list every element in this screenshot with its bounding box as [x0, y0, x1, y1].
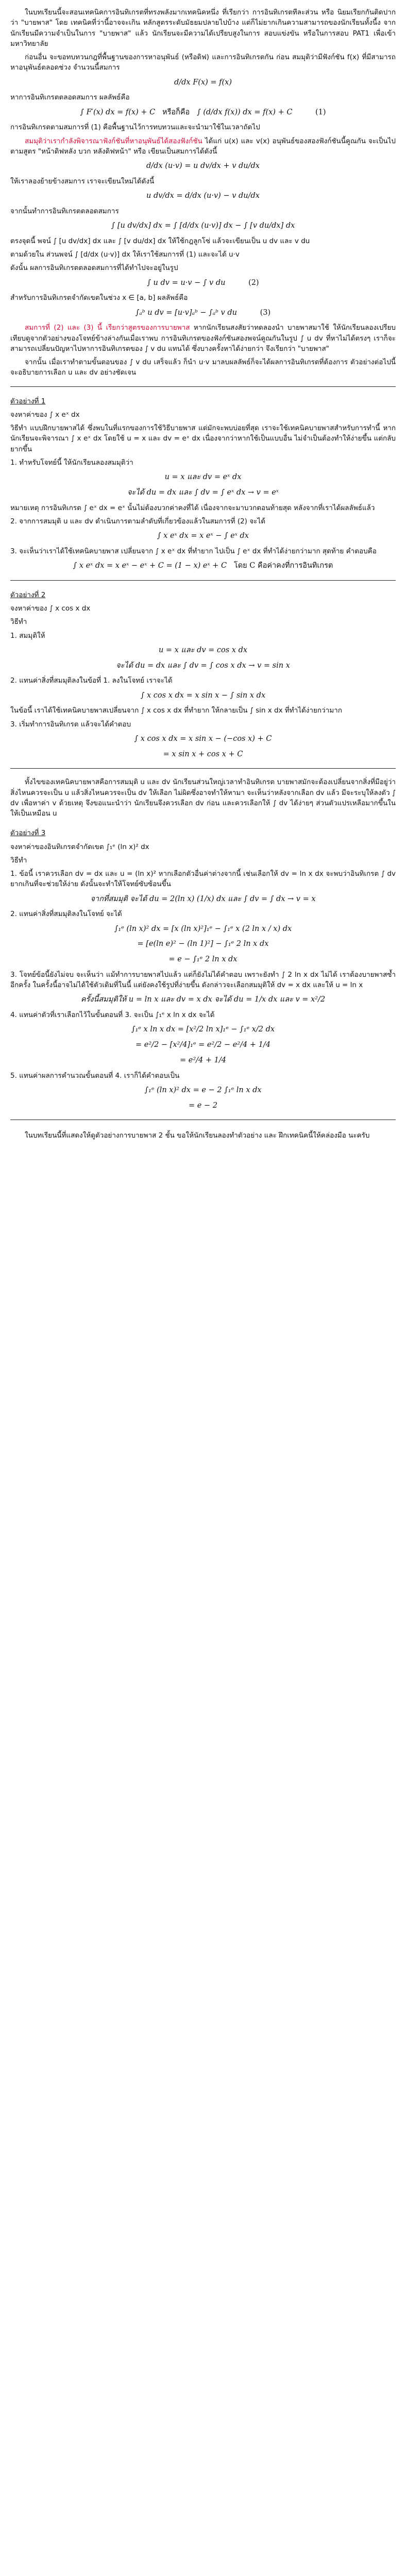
intro-paragraph-1: ในบทเรียนนี้จะสอนเทคนิคการอินทิเกรตที่ทรงพลังมากเทคนิคหนึ่ง ที่เรียกว่า การอินทิเกรตทีละส่วน หรือ นิยมเรียกกันติดปากว่า "บายพาส" โดย เทคนิคที่ว่านี้อาจจะเกิน หลักสูตรระดับมัธยมปลายไปบ้าง แต่ก็ไม่ยากเกินความสามารถของนักเรียนทั้งนี้ง จาก นักเรียนมีความจำเป็นในการ "บายพาส" แล้ว นักเรียนจะมีความได้เปรียบสูงในการ สอบแข่งขัน หรือในการสอบ PAT1 เพื่อเข้ามหาวิทยาลัย: [10, 8, 396, 48]
equation-1-connector: หรือก็คือ: [162, 108, 190, 116]
example-1-answer-tail: โดย C คือค่าคงที่การอินทิเกรต: [233, 562, 333, 570]
example-3-title: ตัวอย่างที่ 3: [10, 829, 46, 838]
example-3-step-2: 2. แทนค่าสิ่งที่สมมุติลงในโจทย์ จะได้: [10, 910, 122, 919]
example-3-step-5-eq2: = e − 2: [189, 1101, 217, 1110]
equation-1-left: ∫ F′(x) dx = f(x) + C: [80, 108, 156, 116]
example-3-step-5: 5. แทนค่าผลการคำนวณขั้นตอนที่ 4. เราก็ได้คำตอบเป็น: [10, 1071, 180, 1080]
highlight-byparts-formula: สมการที่ (2) และ (3) นี้ เรียกว่าสูตรของการบายพาส: [25, 324, 190, 332]
example-3-step-2-eq1: ∫₁ᵉ (ln x)² dx = [x (ln x)²]₁ᵉ − ∫₁ᵉ x (2 ln x / x) dx: [114, 924, 292, 933]
example-1-note: หมายเหตุ การอินทิเกรต ∫ eˣ dx = eˣ นั้นไม่ต้องบวกค่าคงที่ได้ เนื่องจากจะมาบวกตอนท้ายสุด หลังจากที่เราได้ผลลัพธ์แล้ว: [10, 503, 375, 512]
equation-3: [10, 308, 396, 319]
intro-paragraph-4: การอินทิเกรตตามสมการที่ (1) คือพื้นฐานไว้การทบทวนและจะนำมาใช้ในเวลาถัดไป: [10, 123, 260, 132]
intro-paragraph-12: [10, 323, 396, 354]
equation-1-number: (1): [315, 108, 326, 116]
divider: [10, 768, 396, 769]
example-1-answer-eq: ∫ x eˣ dx = x eˣ − eˣ + C = (1 − x) eˣ + C: [73, 562, 227, 570]
example-1-step-3: 3. จะเห็นว่าเราได้ใช้เทคนิคบายพาส เปลี่ยนจาก ∫ x eˣ dx ที่ทำยาก ไปเป็น ∫ eˣ dx ที่ทำได้ง่ายกว่ามาก สุดท้าย คำตอบคือ: [10, 547, 377, 555]
equation-2-number: (2): [248, 278, 259, 287]
intro-paragraph-6: ให้เราลองย้ายข้างสมการ เราจะเขียนใหม่ได้ดังนี้: [10, 177, 155, 185]
example-2-step-3-eq1: ∫ x cos x dx = x sin x − (−cos x) + C: [134, 734, 272, 743]
equation-1-right: ∫ (d/dx f(x)) dx = f(x) + C: [197, 108, 293, 116]
example-1-title: ตัวอย่างที่ 1: [10, 397, 46, 405]
example-2-step-2-eq: ∫ x cos x dx = x sin x − ∫ sin x dx: [140, 691, 266, 700]
example-2-title: ตัวอย่างที่ 2: [10, 590, 46, 599]
intro-paragraph-8: ตรงจุดนี้ พจน์ ∫ [u dv/dx] dx และ ∫ [v du/dx] dx ให้ใช้กฎลูกโซ่ แล้วจะเขียนเป็น u dv และ v du: [10, 236, 310, 245]
example-1-answer: [10, 561, 396, 572]
example-3-step-3-eq: ครั้งนี้สมมุติให้ u = ln x และ dv = x dx จะได้ du = 1/x dx และ v = x²/2: [80, 995, 326, 1004]
example-2-step-3: 3. เริ่มทำการอินทิเกรต แล้วจะได้คำตอบ: [10, 720, 131, 728]
example-3-step-2-eq3: = e − ∫₁ᵉ 2 ln x dx: [168, 955, 238, 963]
intro-paragraph-5: [10, 136, 396, 157]
example-2-step-1: 1. สมมุติให้: [10, 631, 45, 640]
intro-paragraph-7: จากนั้นทำการอินทิเกรตตลอดสมการ: [10, 207, 119, 215]
example-3-method: วิธีทำ: [10, 856, 27, 865]
example-2-step-1-eq2: จะได้ du = dx และ ∫ dv = ∫ cos x dx → v = sin x: [116, 661, 290, 670]
lesson-page: [5, 0, 401, 1157]
equation-2: [10, 278, 396, 289]
example-3-problem: จงหาค่าของอินทิเกรตจำกัดเขต ∫₁ᵉ (ln x)² dx: [10, 842, 149, 851]
example-3-step-4-eq1: ∫₁ᵉ x ln x dx = [x²/2 ln x]₁ᵉ − ∫₁ᵉ x/2 dx: [131, 1025, 275, 1034]
equation-product-rule: d/dx (u·v) = u dv/dx + v du/dx: [146, 162, 260, 170]
intro-paragraph-13: จากนั้น เมื่อเราทำตามขั้นตอนของ ∫ v du เสร็จแล้ว ก็นำ u·v มาลบผลลัพธ์ก็จะได้ผลการอินทิเกรตที่ต้องการ ตัวอย่างต่อไปนี้จะอธิบายการเลือก u และ dv อย่างชัดเจน: [10, 358, 396, 377]
equation-1: [10, 107, 396, 118]
example-1-step-1: 1. ทำหรับโจทย์นี้ ให้นักเรียนลองสมมุติว่า: [10, 458, 133, 467]
highlight-product-rule: สมมุติว่าเรากำลังพิจารณาฟังก์ชันที่หาอนุพันธ์ได้สองฟังก์ชัน: [25, 137, 202, 145]
example-2-problem: จงหาค่าของ ∫ x cos x dx: [10, 604, 91, 613]
example-1-problem: จงหาค่าของ ∫ x eˣ dx: [10, 410, 80, 419]
example-1-step-2-eq: ∫ x eˣ dx = x eˣ − ∫ eˣ dx: [157, 532, 249, 540]
equation-derivative-definition: d/dx F(x) = f(x): [174, 78, 232, 87]
example-1-step-1-eq2: จะได้ du = dx และ ∫ dv = ∫ eˣ dx → v = eˣ: [127, 488, 279, 497]
example-3-step-1: 1. ข้อนี้ เราควรเลือก dv = dx และ u = (ln x)² หากเลือกตัวอื่นค่าต่างจากนี้ เช่นเลือกให้ dv = ln x dx จะพบว่าอินทิเกรต ∫ dv ยากเกินที่จะช่วยให้ง่าย ดังนั้นจะทำให้โจทย์ซับซ้อนขึ้น: [10, 870, 396, 889]
example-3-step-2-eq2: = [e(ln e)² − (ln 1)²] − ∫₁ᵉ 2 ln x dx: [137, 940, 269, 948]
example-3-step-4: 4. แทนค่าตัวที่เราเลือกไว้ในขั้นตอนที่ 3. จะเป็น ∫₁ᵉ x ln x dx จะได้: [10, 1011, 215, 1019]
example-2-note: ในข้อนี้ เราได้ใช้เทคนิคบายพาสเปลี่ยนจาก ∫ x cos x dx ที่ทำยาก ให้กลายเป็น ∫ sin x dx ที่ทำได้ง่ายกว่ามาก: [10, 706, 342, 715]
intro-paragraph-3: หาการอินทิเกรตตลอดสมการ ผลลัพธ์คือ: [10, 93, 130, 102]
example-2-step-3-eq2: = x sin x + cos x + C: [163, 750, 243, 758]
example-3-step-4-eq3: = e²/4 + 1/4: [180, 1056, 226, 1064]
equation-3-number: (3): [260, 308, 271, 317]
equation-integrated: ∫ [u dv/dx] dx = ∫ [d/dx (u·v)] dx − ∫ [v du/dx] dx: [111, 222, 295, 230]
example-2-step-2: 2. แทนค่าสิ่งที่สมมุติลงในข้อที่ 1. ลงในโจทย์ เราจะได้: [10, 676, 173, 685]
equation-rearranged: u dv/dx = d/dx (u·v) − v du/dx: [146, 192, 260, 200]
example-2-step-1-eq: u = x และ dv = cos x dx: [158, 646, 248, 654]
intro-paragraph-9: ตามด้วยใน ส่วนพจน์ ∫ [d/dx (u·v)] dx ให้เราใช้สมการที่ (1) และจะได้ u·v: [10, 250, 240, 259]
example-3-step-4-eq2: = e²/2 − [x²/4]₁ᵉ = e²/2 − e²/4 + 1/4: [136, 1041, 270, 1049]
intro-paragraph-10: ดังนั้น ผลการอินทิเกรตตลอดสมการที่ได้ทำไปจะอยู่ในรูป: [10, 264, 178, 273]
example-1-method: วิธีทำ แบบฝึกบายพาสได้ ซึ่งพบในที่แรกของการใช้วิธีบายพาส แต่มักจะพบบ่อยที่สุด เราจะใช้เทคนิคบายพาสสำหรับการทำนี้ หากนักเรียนจะพิจารณา ∫ x eˣ dx โดยใช้ u = x และ dv = eˣ dx เนื่องจากว่าหากใช้เป็นแบบอื่น ไม่จำเป็นต้องทำให้ง่ายขึ้น แต่กลับยากขึ้น: [10, 424, 396, 453]
divider: [10, 386, 396, 387]
divider: [10, 580, 396, 581]
example-3-step-5-eq1: ∫₁ᵉ (ln x)² dx = e − 2 ∫₁ᵉ ln x dx: [144, 1086, 262, 1094]
tips-paragraph: ทั้งไขของเทคนิคบายพาสคือการสมมุติ u และ dv นักเรียนส่วนใหญ่เวลาทำอินทิเกรต บายพาสมักจะต้องเปลี่ยนจากสิ่งที่มีอยู่ว่าสิ่งไหนควรจะเป็น u แล้วสิ่งไหนควรจะเป็น dv ให้เลือก ไม่ผิดซึ่งอาจทำให้หามา จะเห็นว่าหลังจากเลือก dv แล้ว มีจะระบุให้ลงตัว ∫ dv เพื่อหาค่า v ด้วยเหตุ จึงขอแนะนำว่า นักเรียนจึงควรเลือก dv ก่อน และควรเลือกให้ ∫ dv ได้ง่ายๆ ส่วนตัวแปรเหลือมากขึ้นในให้เป็นเหมือน u: [10, 778, 396, 818]
example-2-method: วิธีทำ: [10, 618, 27, 626]
intro-paragraph-2: ก่อนอื่น จะขอทบทวนกฎที่พื้นฐานของการหาอนุพันธ์ (หรือดิฟ) และการอินทิเกรตกัน ก่อน สมมุติว่ามีฟังก์ชัน f(x) ที่มีสามารถหาอนุพันธ์ตลอดช่วง จำนวนนี้สมการ: [10, 53, 396, 72]
example-3-step-3: 3. โจทย์ข้อนี้ยังไม่จบ จะเห็นว่า แม้ทำการบายพาสไปแล้ว แต่ก็ยังไม่ได้คำตอบ เพราะยังทำ ∫ 2 ln x dx ไม่ได้ เราต้องบายพาสซ้ำอีกครั้ง ในครั้งนี้อาจไม่ได้ใช้ตัวเดิมที่ในนี้ แต่ยังคงใช้รูปที่ง่ายขึ้น ดังกล่าวจะเลือกสมมุติให้ dv = x dx และให้ u = ln x: [10, 970, 396, 989]
example-3-step-1-eq: จากที่สมมุติ จะได้ du = 2(ln x) (1/x) dx และ ∫ dv = ∫ dx → v = x: [90, 894, 316, 903]
example-1-step-1-eq: u = x และ dv = eˣ dx: [164, 473, 242, 481]
intro-paragraph-12-rest: หากนักเรียนสงสัยว่าทดลองนำ บายพาสมาใช้ ให้นักเรียนลองเปรียบเทียบดูจากตัวอย่างของโจทย์ข้างล่างกันเมื่อเราพบ การอินทิเกรตของฟังก์ชันสองพจน์คูณกันในรูป ∫ u dv ที่หาไม่ได้ตรงๆ เราก็จะสามารถเปลี่ยนปัญหาไปหาการอินทิเกรตของ ∫ v du แทนได้ ซึ่งบางครั้งหาได้ง่ายกว่า จึงเรียกว่า "บายพาส": [10, 324, 396, 353]
conclusion-paragraph: ในบทเรียนนี้ที่แสดงให้ดูตัวอย่างการบายพาส 2 ชั้น ขอให้นักเรียนลองทำตัวอย่าง และ ฝึกเทคนิคนี้ให้คล่องมือ นะครับ: [25, 1131, 370, 1140]
equation-2-body: ∫ u dv = u·v − ∫ v du: [147, 278, 226, 287]
equation-3-body: ∫ₐᵇ u dv = [u·v]ₐᵇ − ∫ₐᵇ v du: [135, 308, 237, 317]
intro-paragraph-5-rest: ได้แก่ u(x) และ v(x) อนุพันธ์ของสองฟังก์ชันนี้คูณกัน จะเป็นไปตามสูตร "หน้าดิฟหลัง บวก หลังดิฟหน้า" หรือ เขียนเป็นสมการได้ดังนี้: [10, 137, 396, 156]
intro-paragraph-11: สำหรับการอินทิเกรตจำกัดเขตในช่วง x ∈ [a, b] ผลลัพธ์คือ: [10, 294, 188, 302]
example-1-step-2: 2. จากการสมมุติ u และ dv ดำเนินการตามลำดับที่เกี่ยวข้องแล้วในสมการที่ (2) จะได้: [10, 517, 265, 526]
